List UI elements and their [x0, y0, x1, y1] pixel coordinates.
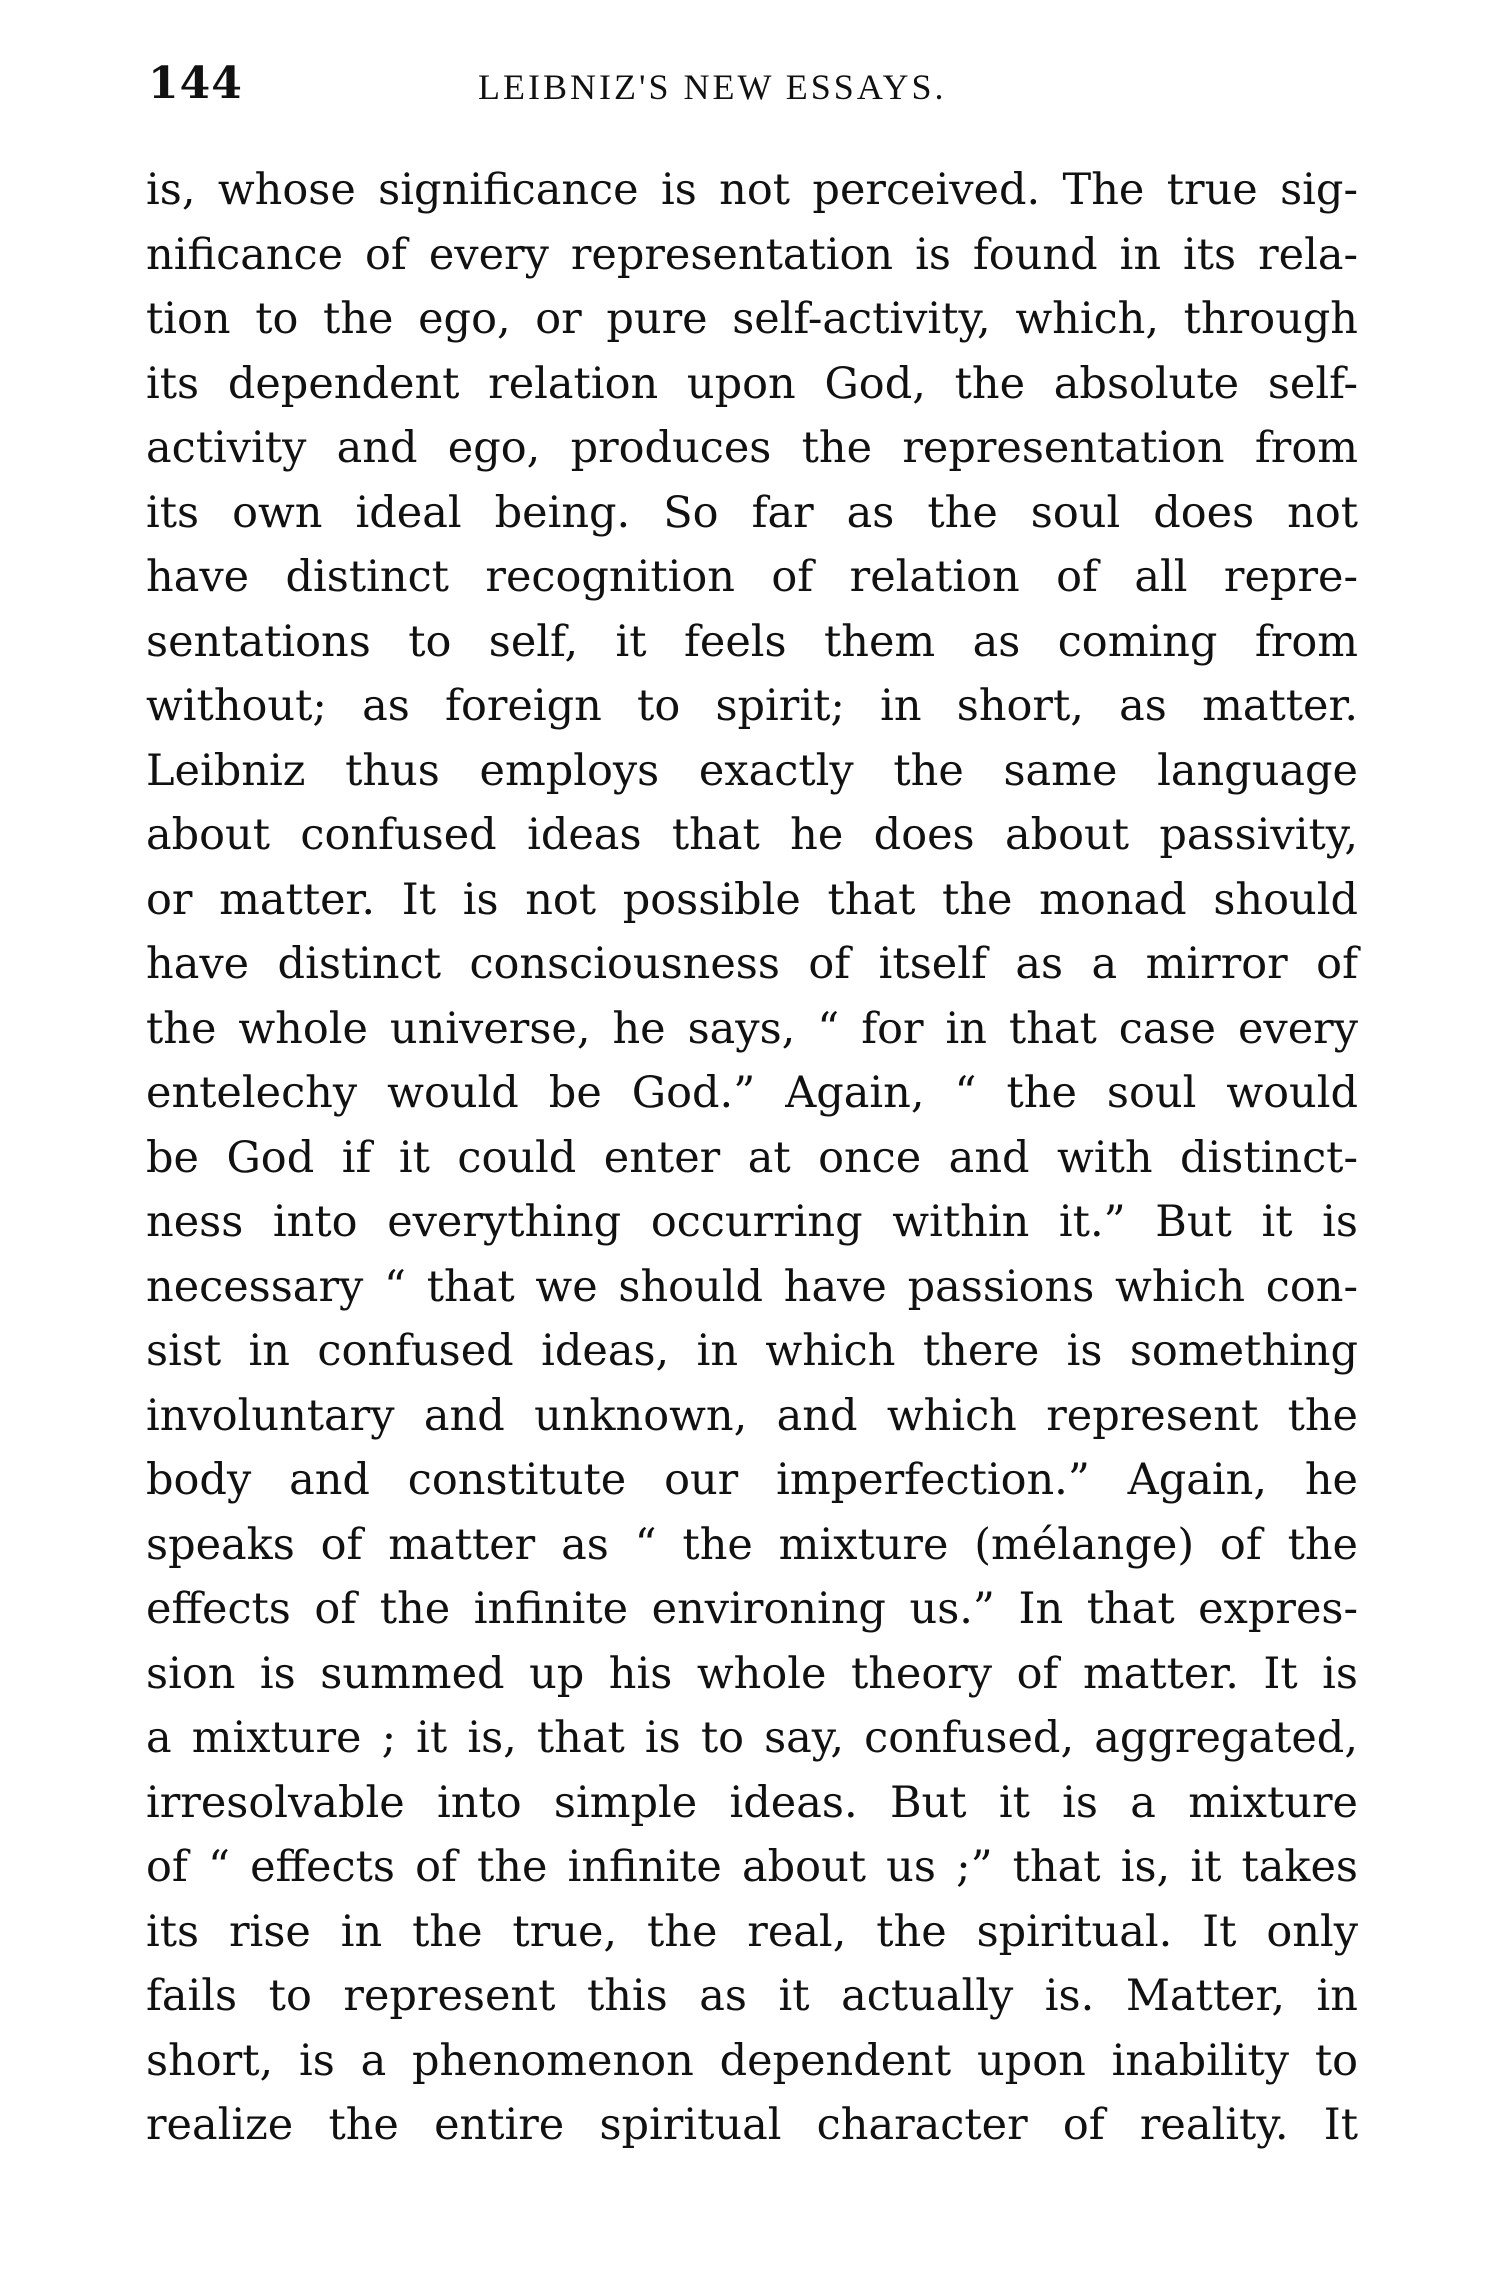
text-line-with-italics: speaks of matter as “ the mixture (mélange) of the: [146, 1519, 1358, 1570]
text-line: body and constitute our imperfection.” Again, he: [146, 1455, 1358, 1505]
text-line: entelechy would be God.” Again, “ the soul would: [146, 1068, 1358, 1118]
text-line: sentations to self, it feels them as coming from: [146, 616, 1358, 667]
text-line: tion to the ego, or pure self-activity, which, through: [146, 294, 1358, 344]
text-line: fails to represent this as it actually is. Matter, in: [146, 1971, 1358, 2021]
text-line: the whole universe, he says, “ for in that case every: [146, 1003, 1358, 1054]
text-line: sist in confused ideas, in which there is something: [146, 1326, 1358, 1376]
text-line: be God if it could enter at once and with distinct-: [146, 1132, 1358, 1183]
text-line: its dependent relation upon God, the absolute self-: [146, 358, 1358, 409]
body-text: [146, 158, 1358, 2158]
text-line: or matter. It is not possible that the monad should: [146, 874, 1358, 925]
page-number: 144: [148, 58, 243, 109]
text-line: necessary “ that we should have passions which con-: [146, 1261, 1358, 1312]
text-line: activity and ego, produces the representation from: [146, 423, 1358, 473]
text-line: is, whose significance is not perceived. The true sig-: [146, 165, 1358, 215]
text-line: irresolvable into simple ideas. But it is a mixture: [146, 1777, 1358, 1828]
text-line: ness into everything occurring within it.” But it is: [146, 1197, 1358, 1247]
text-line: have distinct consciousness of itself as a mirror of: [146, 939, 1358, 989]
text-line: its rise in the true, the real, the spiritual. It only: [146, 1906, 1358, 1957]
text-line: effects of the infinite environing us.” In that expres-: [146, 1584, 1358, 1634]
text-line: involuntary and unknown, and which represent the: [146, 1390, 1358, 1441]
text-line: Leibniz thus employs exactly the same language: [146, 745, 1358, 796]
text-line: sion is summed up his whole theory of matter. It is: [146, 1648, 1358, 1699]
text-line: without; as foreign to spirit; in short, as matter.: [146, 681, 1358, 731]
text-line: short, is a phenomenon dependent upon inability to: [146, 2035, 1358, 2086]
text-line: have distinct recognition of relation of all repre-: [146, 552, 1358, 602]
page-header: [148, 58, 1358, 118]
running-title: LEIBNIZ'S NEW ESSAYS.: [478, 67, 947, 107]
text-line: about confused ideas that he does about passivity,: [146, 810, 1358, 860]
text-line: of “ effects of the infinite about us ;” that is, it takes: [146, 1842, 1358, 1892]
text-line: realize the entire spiritual character of reality. It: [146, 2100, 1358, 2150]
text-line: nificance of every representation is found in its rela-: [146, 229, 1358, 280]
text-line: a mixture ; it is, that is to say, confused, aggregated,: [146, 1713, 1358, 1763]
text-line: its own ideal being. So far as the soul does not: [146, 487, 1358, 538]
